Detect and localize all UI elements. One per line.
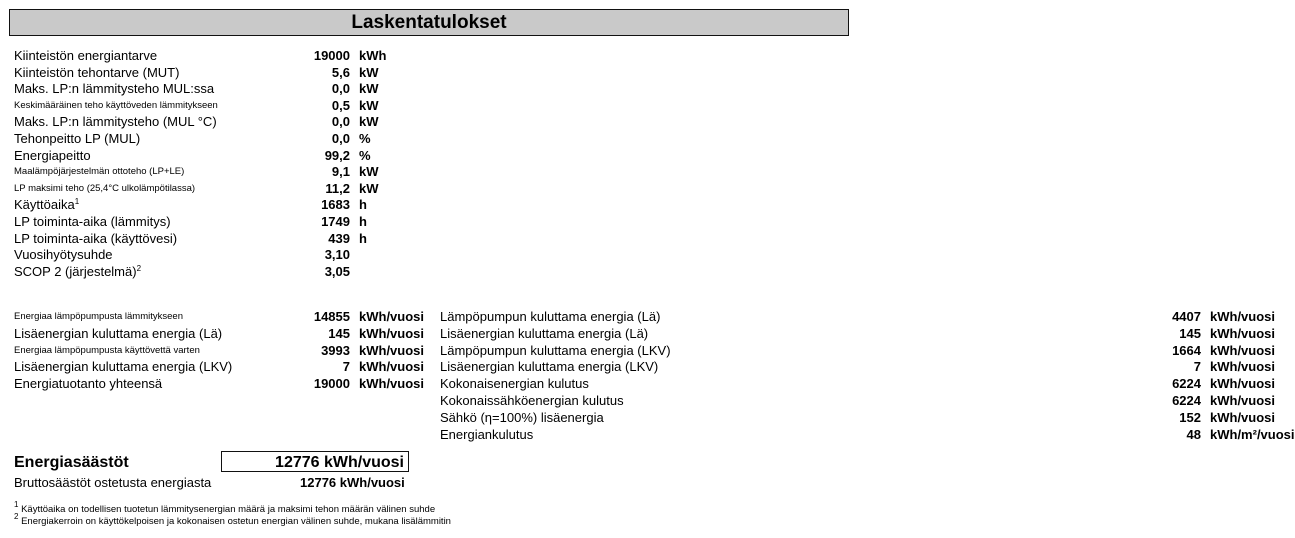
row-unit: kWh/m²/vuosi	[1210, 426, 1295, 442]
row-value: 4407	[1172, 309, 1201, 324]
row-value: 0,0	[331, 114, 350, 130]
row-label: Kokonaisenergian kulutus	[440, 376, 589, 392]
table-row	[14, 247, 434, 263]
footnote-text: Energiakerroin on käyttökelpoisen ja kokonaisen ostetun energian välinen suhde, mukana lisälämmitin	[18, 516, 451, 527]
row-label: Tehonpeitto LP (MUL)	[14, 131, 141, 146]
table-row	[14, 359, 434, 375]
row-label: LP toiminta-aika (lämmitys)	[14, 214, 171, 229]
savings-label: Energiasäästöt	[14, 454, 129, 471]
savings-value-box: 12776 kWh/vuosi	[221, 451, 409, 472]
row-label: Lisäenergian kuluttama energia (Lä)	[440, 325, 649, 341]
gross-savings-value: 12776 kWh/vuosi	[300, 475, 405, 490]
row-unit: kWh/vuosi	[359, 309, 425, 324]
table-row	[440, 409, 1276, 426]
row-value: 19000	[313, 376, 350, 392]
table-row	[440, 325, 1276, 342]
row-unit: kWh/vuosi	[1210, 325, 1276, 341]
row-label: Maalämpöjärjestelmän ottoteho (LP+LE)	[14, 166, 185, 178]
table-row	[14, 309, 434, 325]
page-title: Laskentatulokset	[9, 9, 849, 36]
row-unit: %	[359, 131, 371, 146]
row-label: Vuosihyötysuhde	[14, 247, 113, 263]
row-label: Energiapeitto	[14, 147, 91, 163]
row-value: 439	[328, 230, 350, 246]
row-unit: kWh/vuosi	[359, 376, 425, 392]
table-row	[14, 114, 434, 130]
row-value: 7	[1193, 359, 1201, 375]
row-label: Energiatuotanto yhteensä	[14, 376, 163, 392]
row-label: SCOP 2 (järjestelmä)$^2$	[14, 263, 142, 279]
row-label: Lisäenergian kuluttama energia (LKV)	[14, 359, 233, 375]
row-value: 0,5	[331, 97, 350, 113]
table-row	[14, 98, 434, 114]
table-row	[14, 343, 434, 359]
row-unit: kWh/vuosi	[359, 359, 425, 375]
gross-savings-label: Bruttosäästöt ostetusta energiasta	[14, 475, 212, 490]
row-value: 0,0	[331, 131, 350, 146]
table-row	[440, 342, 1276, 359]
row-value: 3993	[321, 342, 350, 358]
row-unit: kW	[359, 81, 379, 97]
row-label: Maks. LP:n lämmitysteho (MUL °C)	[14, 114, 217, 130]
table-row	[14, 197, 434, 213]
row-value: 7	[342, 359, 350, 375]
table-row	[14, 264, 434, 280]
table-row	[14, 131, 434, 147]
row-unit: kWh/vuosi	[1210, 359, 1276, 375]
row-value: 1683	[321, 197, 350, 213]
table-row	[14, 48, 434, 64]
row-value: 145	[1179, 325, 1201, 341]
table-row	[14, 148, 434, 164]
row-label: Kiinteistön energiantarve	[14, 48, 158, 63]
row-unit: %	[359, 147, 371, 163]
table-row	[440, 309, 1276, 325]
footnote-text: Käyttöaika on todellisen tuotetun lämmitysenergian määrä ja maksimi tehon määrän välinen suhde	[18, 504, 436, 515]
row-value: 11,2	[325, 180, 350, 196]
table-row	[440, 393, 1276, 409]
row-unit: h	[359, 197, 367, 213]
row-value: 14855	[313, 309, 350, 324]
row-unit: kW	[359, 114, 379, 130]
row-value: 1664	[1172, 342, 1201, 358]
row-unit: kWh/vuosi	[1210, 309, 1276, 324]
table-row	[14, 214, 434, 230]
row-label: LP toiminta-aika (käyttövesi)	[14, 230, 178, 246]
row-value: 0,0	[331, 81, 350, 97]
row-value: 99,2	[324, 147, 350, 163]
row-unit: kWh/vuosi	[1210, 409, 1276, 425]
row-unit: h	[359, 214, 367, 229]
row-label: Energiaa lämpöpumpusta lämmitykseen	[14, 311, 183, 322]
row-label: Maks. LP:n lämmitysteho MUL:ssa	[14, 81, 215, 97]
row-value: 3,10	[324, 247, 350, 263]
row-label: Kiinteistön tehontarve (MUT)	[14, 64, 180, 80]
row-label: Lämpöpumpun kuluttama energia (LKV)	[440, 342, 671, 358]
row-unit: kWh	[359, 48, 387, 63]
table-row	[14, 181, 434, 197]
row-value: 152	[1179, 409, 1201, 425]
table-row	[440, 426, 1295, 443]
table-row	[14, 376, 434, 392]
table-row	[440, 359, 1276, 375]
row-value: 9,1	[331, 164, 350, 180]
footnote	[14, 500, 436, 516]
row-unit: kWh/vuosi	[1210, 342, 1276, 358]
table-row	[440, 376, 1276, 392]
footnote-mark: 2	[14, 512, 19, 521]
table-row	[14, 231, 434, 247]
row-value: 6224	[1172, 376, 1201, 392]
table-row	[14, 65, 434, 81]
row-label: Sähkö (η=100%) lisäenergia	[440, 409, 604, 425]
row-value: 48	[1186, 426, 1201, 442]
row-unit: kWh/vuosi	[1210, 393, 1276, 408]
row-value: 145	[328, 325, 350, 341]
table-row	[14, 326, 434, 342]
row-label: Energiaa lämpöpumpusta käyttövettä varten	[14, 344, 200, 356]
row-label: Lisäenergian kuluttama energia (Lä)	[14, 325, 223, 341]
row-value: 1749	[321, 214, 350, 229]
row-value: 6224	[1172, 393, 1201, 408]
row-unit: kWh/vuosi	[1210, 376, 1276, 392]
table-row	[14, 81, 434, 97]
row-unit: kW	[359, 97, 379, 113]
row-label: Lämpöpumpun kuluttama energia (Lä)	[440, 309, 661, 324]
row-label: LP maksimi teho (25,4°C ulkolämpötilassa)	[14, 182, 196, 194]
row-label: Keskimääräinen teho käyttöveden lämmitykseen	[14, 99, 218, 111]
row-unit: kW	[359, 180, 379, 196]
row-label: Käyttöaika$^1$	[14, 197, 80, 213]
row-unit: kW	[359, 164, 379, 180]
row-value: 19000	[313, 48, 350, 63]
row-unit: kW	[359, 64, 379, 80]
row-unit: kWh/vuosi	[359, 342, 425, 358]
footnote-mark: 1	[14, 500, 19, 509]
row-label: Kokonaissähköenergian kulutus	[440, 393, 624, 408]
row-value: 3,05	[324, 263, 350, 279]
row-label: Energiankulutus	[440, 426, 534, 442]
row-unit: kWh/vuosi	[359, 325, 425, 341]
table-row	[14, 164, 434, 180]
row-label: Lisäenergian kuluttama energia (LKV)	[440, 359, 659, 375]
footnote	[14, 512, 451, 528]
row-value: 5,6	[331, 64, 350, 80]
row-unit: h	[359, 230, 367, 246]
